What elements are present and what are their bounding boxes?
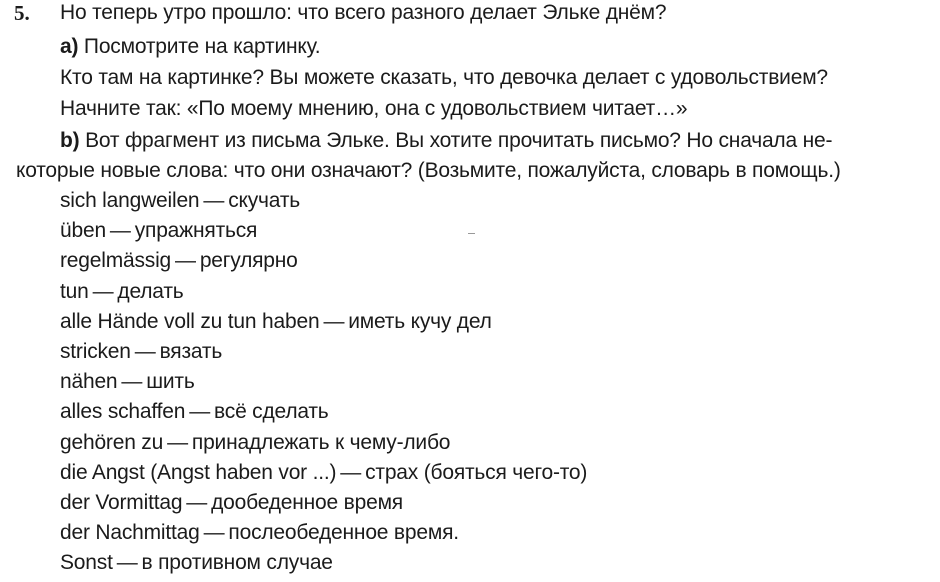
- vocab-german-word: üben: [60, 219, 106, 242]
- vocab-russian-translation: иметь кучу дел: [348, 310, 492, 333]
- vocab-russian-translation: скучать: [228, 189, 300, 212]
- vocab-dash: —: [109, 219, 131, 242]
- vocab-entry: [60, 279, 183, 305]
- vocab-entry: [60, 550, 333, 576]
- vocab-dash: —: [203, 521, 225, 544]
- part-a-marker: a): [60, 35, 79, 58]
- part-a-title: Посмотрите на картинку.: [83, 35, 321, 58]
- vocab-russian-translation: страх (бояться чего-то): [365, 461, 588, 484]
- vocab-russian-translation: делать: [117, 280, 184, 303]
- task-number: 5.: [14, 1, 30, 25]
- vocab-dash: —: [340, 461, 362, 484]
- vocab-russian-translation: дообеденное время: [211, 491, 403, 514]
- vocab-german-word: die Angst (Angst haben vor ...): [60, 461, 337, 484]
- vocab-german-word: nähen: [60, 370, 118, 393]
- vocab-entry: [60, 218, 257, 244]
- vocab-german-word: gehören zu: [60, 431, 164, 454]
- task-intro: Но теперь утро прошло: что всего разного делает Эльке днём?: [60, 1, 667, 24]
- part-b-heading: [60, 128, 832, 154]
- vocab-dash: —: [186, 491, 208, 514]
- vocab-dash: —: [175, 249, 196, 272]
- vocab-dash: —: [134, 340, 156, 363]
- vocab-german-word: tun: [60, 280, 89, 303]
- vocab-dash: —: [167, 431, 188, 454]
- vocab-entry: [60, 188, 300, 214]
- part-b-line-2: которые новые слова: что они означают? (Возьмите, пожалуйста, словарь в помощь.): [16, 159, 841, 182]
- vocab-dash: —: [189, 400, 211, 423]
- vocab-dash: —: [121, 370, 143, 393]
- vocab-russian-translation: всё сделать: [214, 400, 329, 423]
- part-a-question: Кто там на картинке? Вы можете сказать, что девочка делает с удовольствием?: [60, 66, 828, 89]
- vocab-russian-translation: послеобеденное время.: [228, 521, 459, 544]
- vocab-entry: [60, 399, 329, 425]
- vocab-german-word: Sonst: [60, 551, 113, 574]
- vocab-russian-translation: в противном случае: [141, 551, 333, 574]
- vocab-russian-translation: упражняться: [134, 219, 258, 242]
- vocab-russian-translation: вязать: [159, 340, 223, 363]
- vocab-russian-translation: шить: [146, 370, 195, 393]
- part-b-line-1: Вот фрагмент из письма Эльке. Вы хотите прочитать письмо? Но сначала не-: [85, 129, 833, 152]
- vocab-dash: —: [203, 189, 225, 212]
- vocab-entry: [60, 339, 222, 365]
- vocab-german-word: der Vormittag: [60, 491, 183, 514]
- vocab-entry: [60, 490, 403, 516]
- part-b-marker: b): [60, 129, 80, 152]
- vocab-german-word: sich langweilen: [60, 189, 200, 212]
- part-a-heading: [60, 34, 320, 60]
- vocab-german-word: alle Hände voll zu tun haben: [60, 310, 320, 333]
- vocab-german-word: der Nachmittag: [60, 521, 200, 544]
- vocab-dash: —: [92, 280, 114, 303]
- vocab-entry: [60, 520, 459, 546]
- scan-speck: [468, 233, 475, 234]
- vocab-german-word: alles schaffen: [60, 400, 186, 423]
- vocab-german-word: stricken: [60, 340, 131, 363]
- vocab-dash: —: [116, 551, 138, 574]
- vocab-entry: [60, 430, 450, 456]
- vocab-russian-translation: регулярно: [199, 249, 298, 272]
- vocab-entry: [60, 369, 195, 395]
- vocab-russian-translation: принадлежать к чему-либо: [191, 431, 451, 454]
- vocab-entry: [60, 309, 492, 335]
- vocab-entry: [60, 248, 298, 274]
- part-a-hint: Начните так: «По моему мнению, она с удовольствием читает…»: [60, 97, 688, 120]
- vocab-german-word: regelmässig: [60, 249, 172, 272]
- vocab-dash: —: [323, 310, 345, 333]
- vocab-entry: [60, 460, 587, 486]
